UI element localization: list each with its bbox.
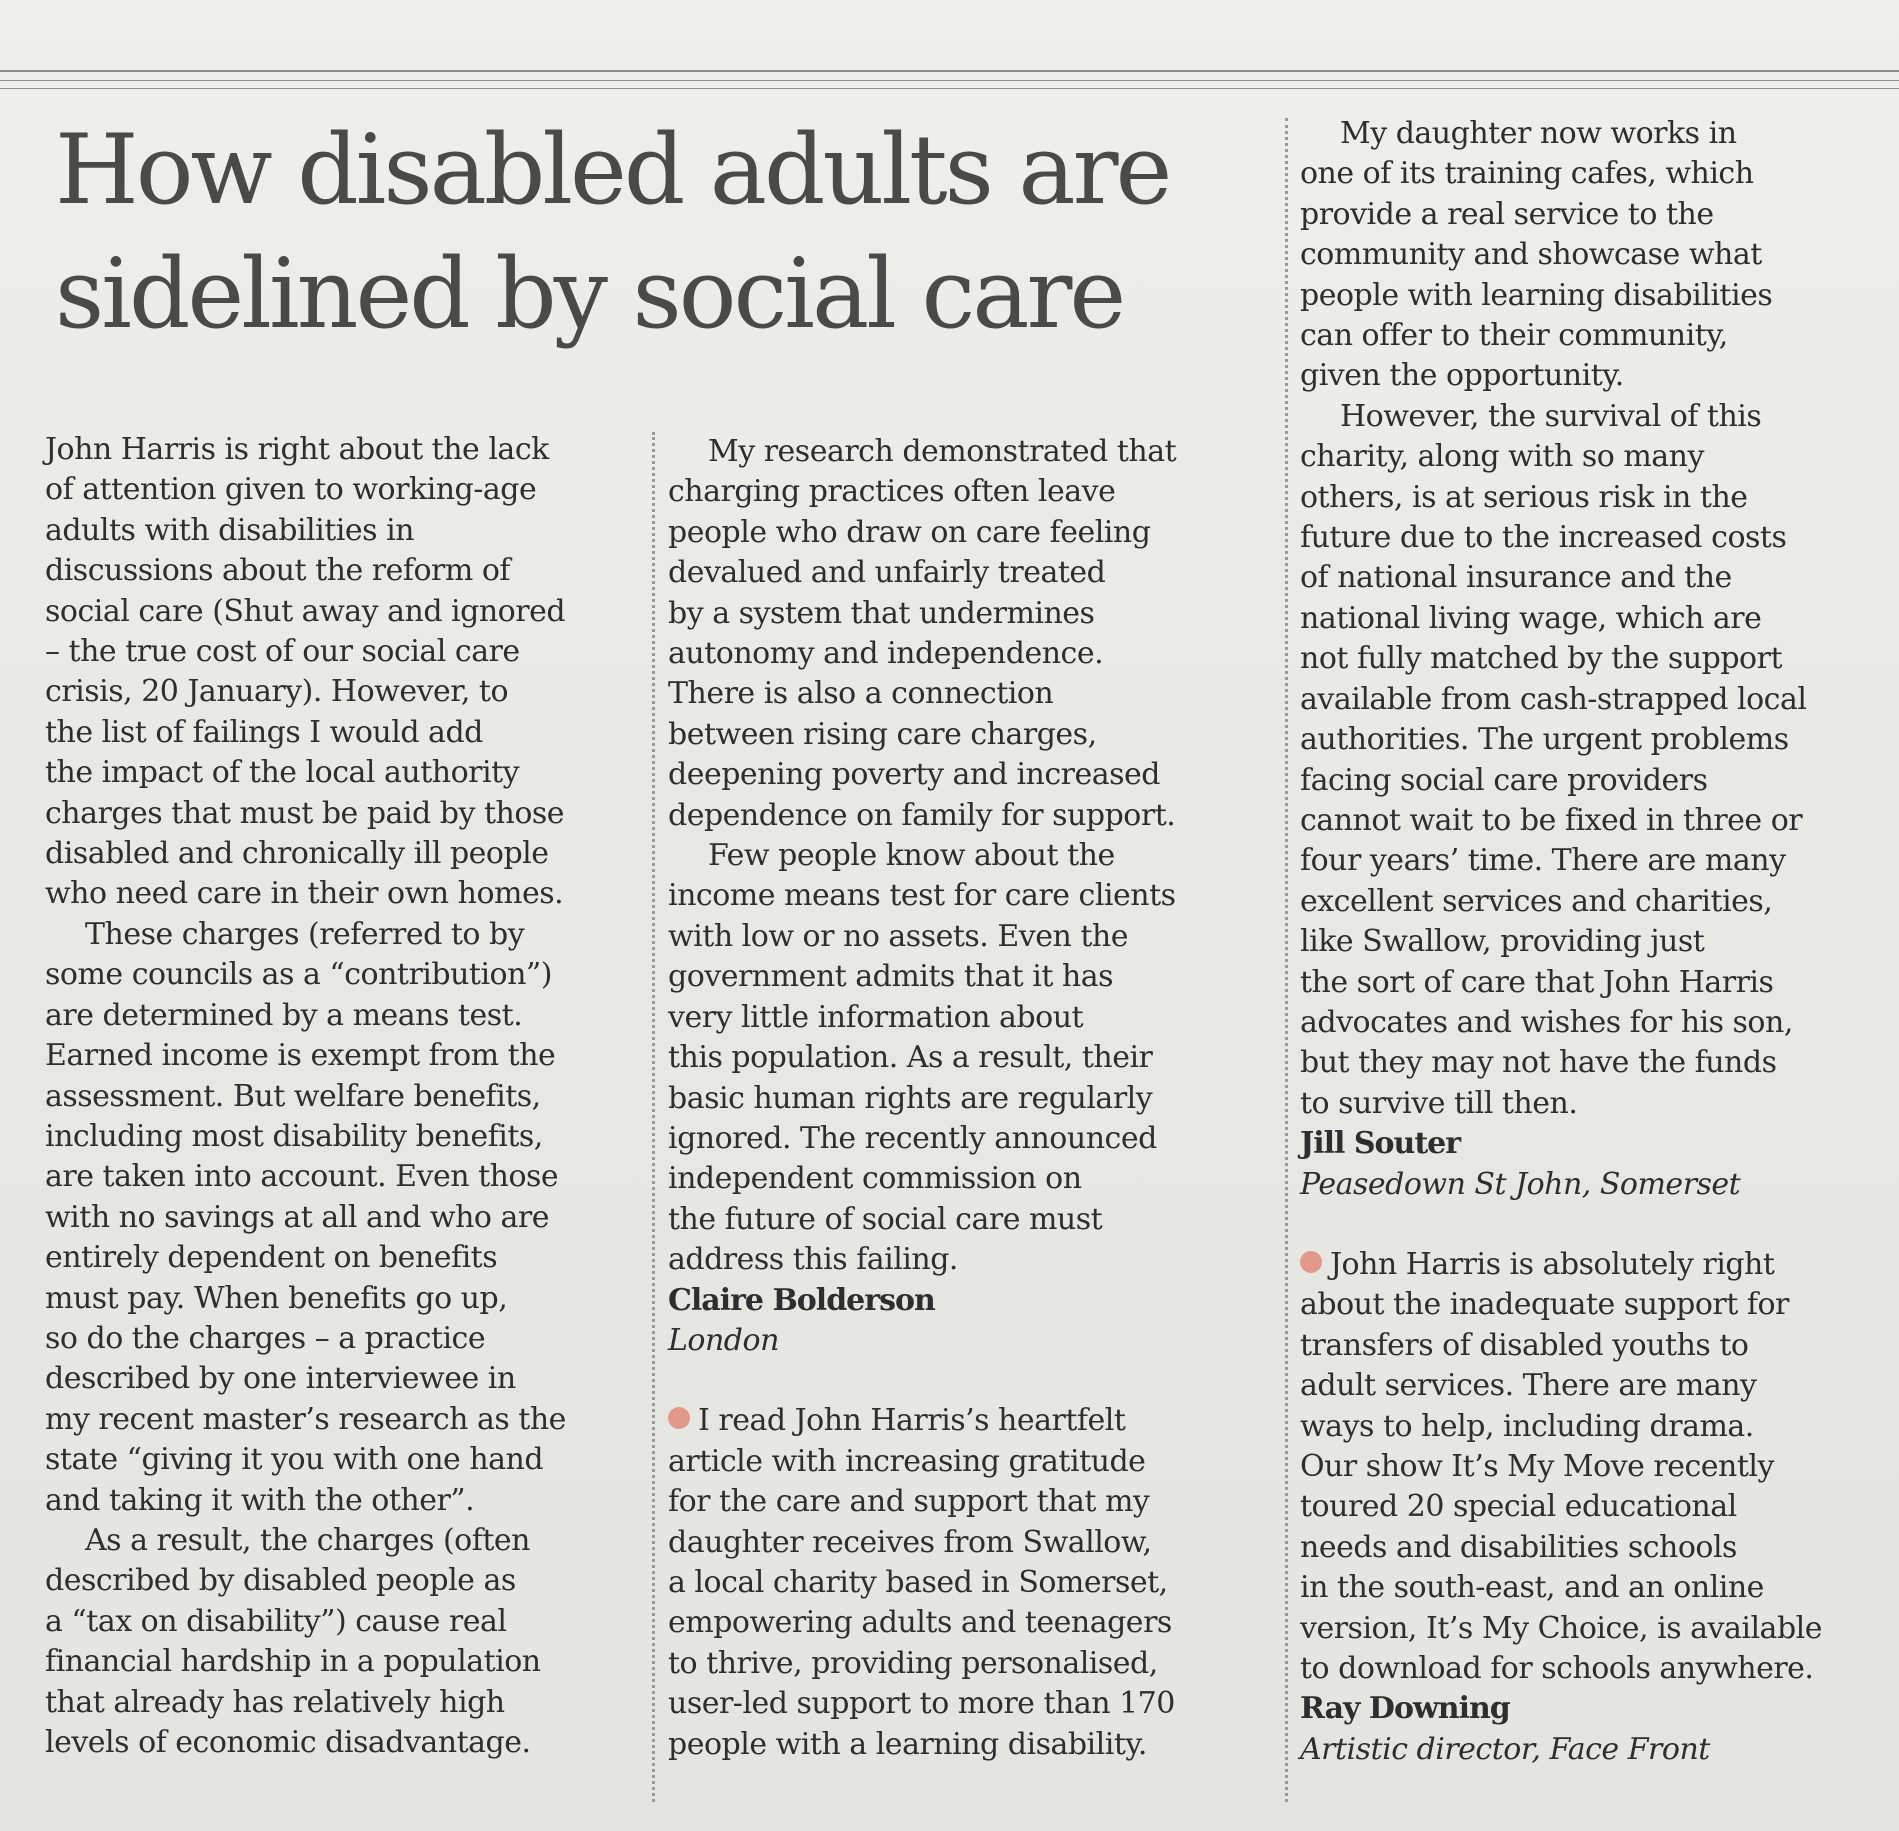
signature-place: Artistic director, Face Front xyxy=(1300,1731,1710,1767)
letter-gap xyxy=(668,1361,1258,1401)
bullet-dot-icon xyxy=(1300,1251,1322,1273)
headline: How disabled adults are sidelined by social care xyxy=(55,114,1170,350)
letter-paragraph xyxy=(668,1401,1258,1765)
letter-paragraph: These charges (referred to by some councils as a “contribution”) are determined by a means test. Earned income is exempt from the assessment. But welfare benefits, including most disability benefits, are taken into account. Even those with no savings at all and who are entirely dependent on benefits must pay. When benefits go up, so do the charges – a practice described by one interviewee in my recent master’s research as the state “giving it you with one hand and taking it with the other”. xyxy=(45,916,566,1518)
letter-paragraph: Few people know about the income means test for care clients with low or no assets. Even the government admits that it has very little information about this population. As a result, their basic human rights are regularly ignored. The recently announced independent commission on the future of social care must address this failing. xyxy=(668,838,1176,1278)
letter-text: I read John Harris’s heartfelt article with increasing gratitude for the care and support that my daughter receives from Swallow, a local charity based in Somerset, empowering adults and teenagers to thrive, providing personalised, user-led support to more than 170 people with a learning disability. xyxy=(668,1403,1175,1762)
top-rule xyxy=(0,80,1899,81)
letter-paragraph: However, the survival of this charity, along with so many others, is at serious risk in the future due to the increased costs of national insurance and the national living wage, which are not fully matched by the support available from cash-strapped local authorities. The urgent problems facing social care providers cannot wait to be fixed in three or four years’ time. There are many excellent services and charities, like Swallow, providing just the sort of care that John Harris advocates and wishes for his son, but they may not have the funds to survive till then. xyxy=(1300,398,1807,1121)
letter-text: John Harris is absolutely right about the inadequate support for transfers of disabled youths to adult services. There are many ways to help, including drama. Our show It’s My Move recently toured 20 special educational needs and disabilities schools in the south-east, and an online version, It’s My Choice, is available to download for schools anywhere. xyxy=(1300,1246,1822,1687)
letter-paragraph: My daughter now works in one of its training cafes, which provide a real service to the community and showcase what people with learning disabilities can offer to their community, given the opportunity. xyxy=(1300,116,1773,394)
top-rule xyxy=(0,88,1899,89)
letter-paragraph xyxy=(1300,1245,1880,1689)
top-rule xyxy=(0,70,1899,72)
column-divider xyxy=(1285,118,1288,1802)
signature-place: Peasedown St John, Somerset xyxy=(1300,1166,1741,1202)
signature-name: Claire Bolderson xyxy=(668,1282,935,1318)
column-2 xyxy=(668,432,1258,1765)
letter-gap xyxy=(1300,1205,1880,1245)
signature-name: Ray Downing xyxy=(1300,1691,1510,1727)
letter-paragraph: John Harris is right about the lack of attention given to working-age adults with disabilities in discussions about the reform of social care (Shut away and ignored – the true cost of our social care crisis, 20 January). However, to the list of failings I would add the impact of the local authority charges that must be paid by those disabled and chronically ill people who need care in their own homes. xyxy=(45,432,566,912)
signature-name: Jill Souter xyxy=(1300,1126,1461,1162)
signature-place: London xyxy=(668,1322,779,1358)
column-divider xyxy=(652,432,655,1802)
column-3 xyxy=(1300,114,1880,1770)
bullet-dot-icon xyxy=(668,1407,690,1429)
letter-paragraph: As a result, the charges (often described by disabled people as a “tax on disability”) cause real financial hardship in a population that already has relatively high levels of economic disadvantage. xyxy=(45,1522,541,1760)
column-1 xyxy=(45,430,630,1763)
letter-paragraph: My research demonstrated that charging practices often leave people who draw on care feeling devalued and unfairly treated by a system that undermines autonomy and independence. There is also a connection between rising care charges, deepening poverty and increased dependence on family for support. xyxy=(668,434,1177,833)
